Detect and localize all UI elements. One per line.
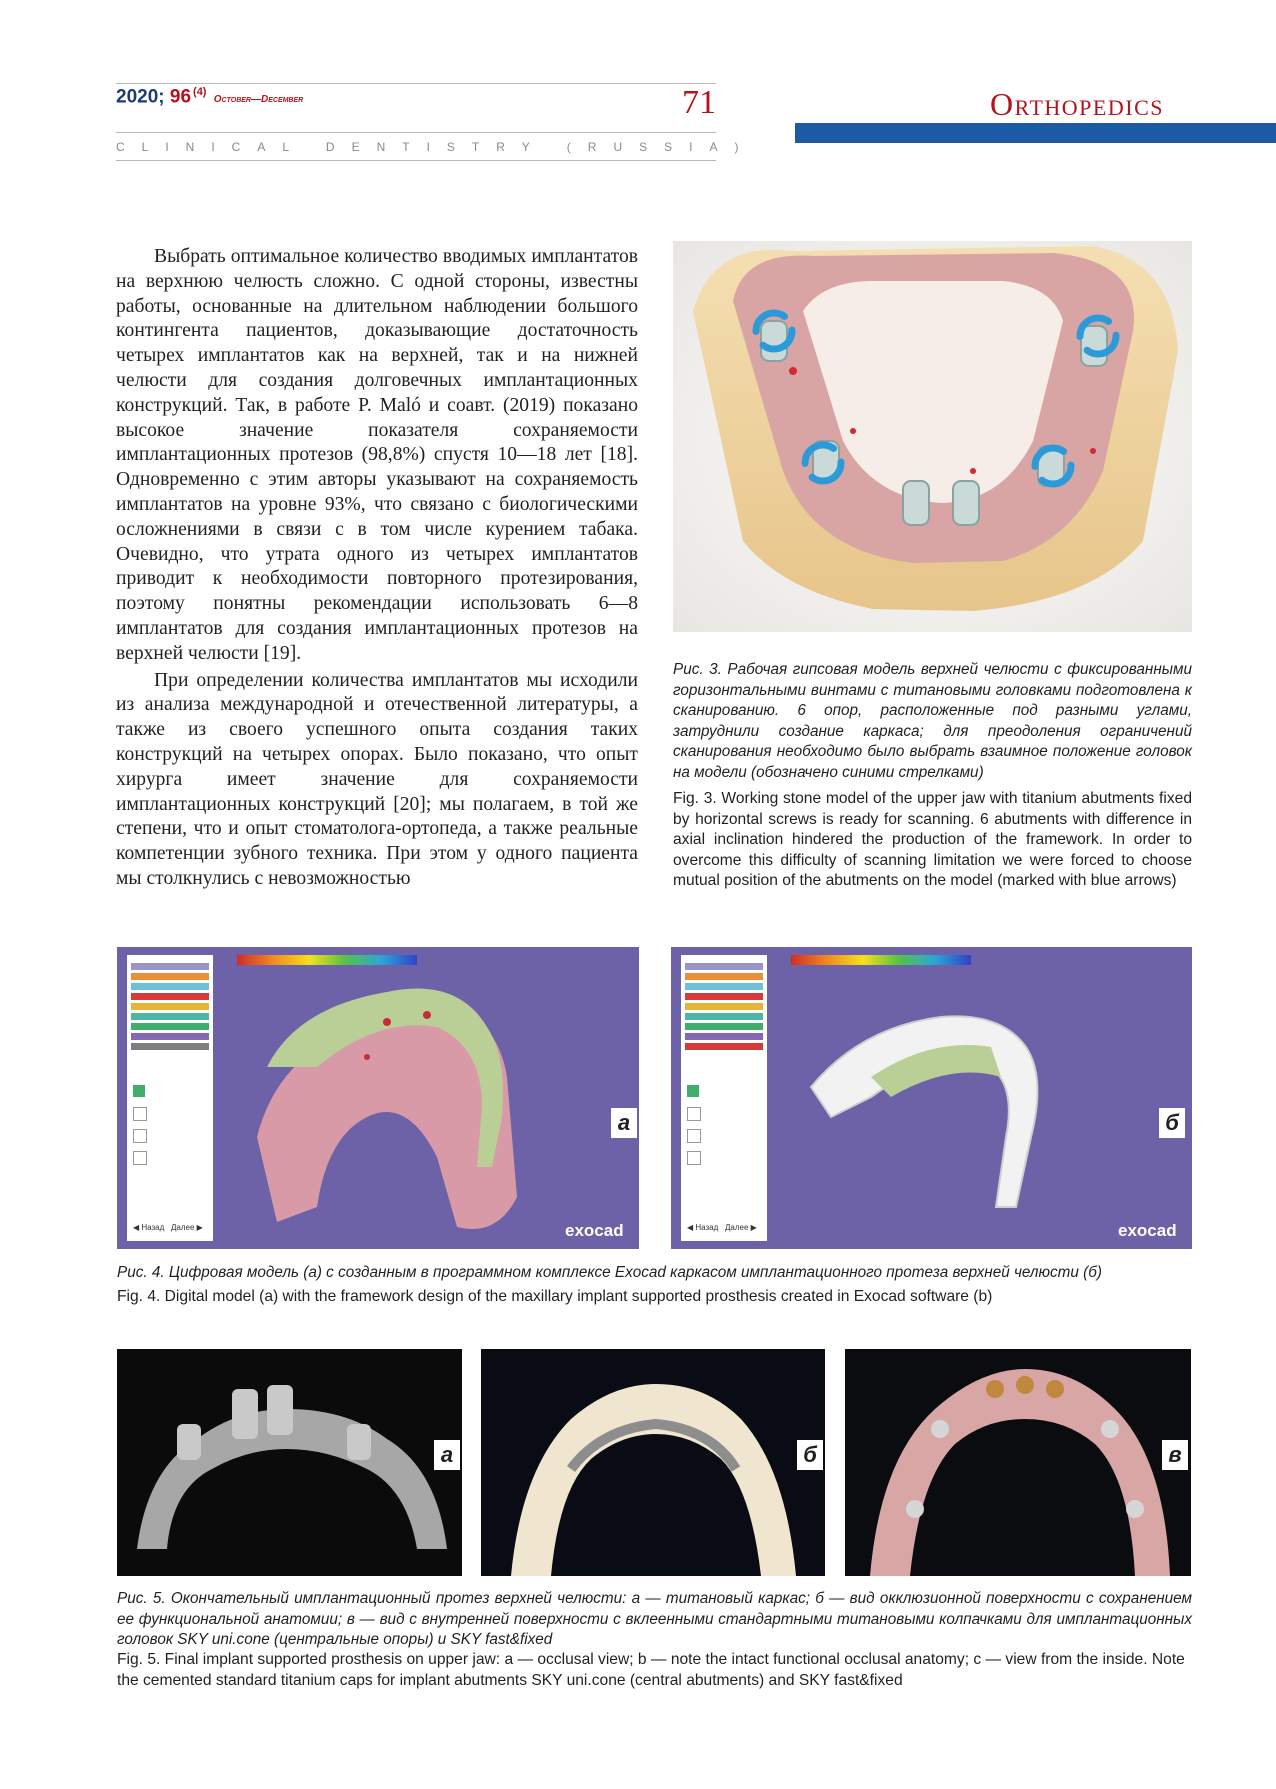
color-scale (791, 955, 971, 965)
section-title: Orthopedics (990, 86, 1164, 122)
exocad-sidebar (127, 955, 213, 1241)
exocad-logo: exocad (1118, 1221, 1177, 1240)
fig5-label-a: а (434, 1440, 460, 1470)
inner-surface-image (845, 1349, 1191, 1576)
fig4-caption-en: Fig. 4. Digital model (a) with the framework design of the maxillary implant supported prosthesis created in Exocad software (b) (117, 1288, 993, 1305)
stone-model-image (673, 241, 1192, 632)
section-bar (795, 123, 1276, 143)
paragraph: Выбрать оптимальное количество вводимых имплантатов на верхнюю челюсть сложно. С одной стороны, известны работы, основанные на длительном наблюдении большого контингента пациентов, доказывающие достаточность четырех имплантатов как на верхней, так и на нижней челюсти для создания долговечных имплантационных конструкций. Так, в работе P. Maló и соавт. (2019) показано высокое значение показателя сохраняемости имплантационных протезов (98,8%) спустя 10—18 лет [18]. Одновременно с этим авторы указывают на сохраняемость имплантатов на уровне 93%, что связано с биологическими осложнениями в связи с в том числе курением табака. Очевидно, что утрата одного из четырех имплантатов приводит к необходимости повторного протезирования, поэтому понятны рекомендации использовать 6—8 имплантатов для создания имплантационных протезов на верхней челюсти [19]. (116, 246, 638, 664)
fig4-label-b: б (1159, 1108, 1185, 1138)
next-label: Далее (171, 1223, 195, 1232)
issue-number: (4) (193, 86, 207, 98)
fig3-caption-en: Fig. 3. Working stone model of the upper jaw with titanium abutments fixed by horizontal screws is ready for scanning. 6 abutments with difference in axial inclination hindered the production of the framework. In order to overcome this difficulty of scanning limitation we were forced to choose mutual position of the abutments on the model (marked with blue arrows) (673, 790, 1192, 889)
fig4-label-a: а (611, 1108, 637, 1138)
fig5-label-b: б (797, 1440, 823, 1470)
fig4b-panel (671, 947, 1192, 1249)
fig4-caption-ru: Рис. 4. Цифровая модель (а) с созданным в программном комплексе Exocad каркасом имплантационного протеза верхней челюсти (б) (117, 1264, 1102, 1281)
fig4a-panel (117, 947, 639, 1249)
back-button[interactable]: ◀ Назад (133, 1223, 165, 1232)
fig5a-photo (117, 1349, 462, 1576)
fig3-photo (673, 241, 1192, 632)
header-rule-top (116, 83, 716, 84)
header-rule-bottom (116, 160, 716, 161)
body-text (116, 245, 638, 892)
journal-name: CLINICAL DENTISTRY (RUSSIA) (116, 140, 756, 154)
fig5c-photo (845, 1349, 1191, 1576)
occlusal-view-image (481, 1349, 825, 1576)
back-button[interactable]: ◀ Назад (687, 1223, 719, 1232)
year: 2020; (116, 86, 165, 108)
titanium-framework-image (117, 1349, 462, 1576)
back-label: Назад (695, 1223, 719, 1232)
color-scale (237, 955, 417, 965)
issue-info (116, 86, 303, 108)
exocad-sidebar (681, 955, 767, 1241)
exocad-logo: exocad (565, 1221, 624, 1240)
back-label: Назад (141, 1223, 165, 1232)
framework-model-image (801, 1007, 1101, 1227)
next-button[interactable]: Далее ▶ (171, 1223, 203, 1232)
fig5-caption-ru: Рис. 5. Окончательный имплантационный протез верхней челюсти: а — титановый каркас; б — вид окклюзионной поверхности с сохранением ее функциональной анатомии; в — вид с внутренней поверхности с вклеенными стандартными титановыми колпачками для имплантационных головок SKY uni.cone (центральные опоры) и SKY fast&fixed (117, 1590, 1192, 1648)
next-button[interactable]: Далее ▶ (725, 1223, 757, 1232)
fig5-caption-en: Fig. 5. Final implant supported prosthesis on upper jaw: a — occlusal view; b — note the intact functional occlusal anatomy; c — view from the inside. Note the cemented standard titanium caps for implant abutments SKY uni.cone (central abutments) and SKY fast&fixed (117, 1651, 1185, 1689)
next-label: Далее (725, 1223, 749, 1232)
digital-model-image (237, 967, 557, 1242)
fig5-label-c: в (1162, 1440, 1188, 1470)
page-number: 71 (682, 84, 716, 121)
volume: 96 (169, 86, 192, 108)
period: October—December (213, 94, 304, 106)
paragraph: При определении количества имплантатов мы исходили из анализа международной и отечественной литературы, а также из своего успешного опыта создания таких конструкций на четырех опорах. Было показано, что опыт хирурга имеет значение для сохраняемости имплантационных конструкций [20]; мы полагаем, в той же степени, что и опыт стоматолога-ортопеда, а также реальные компетенции зубного техника. При этом у одного пациента мы столкнулись с невозможностью (116, 669, 638, 889)
header-rule-mid (116, 132, 716, 133)
fig3-caption-ru: Рис. 3. Рабочая гипсовая модель верхней челюсти с фиксированными горизонтальными винтами с титановыми головками подготовлена к сканированию. 6 опор, расположенные под разными углами, затруднили создание каркаса; для преодоления ограничений сканирования необходимо было выбрать взаимное положение головок на модели (обозначено синими стрелками) (673, 661, 1192, 781)
fig5b-photo (481, 1349, 825, 1576)
